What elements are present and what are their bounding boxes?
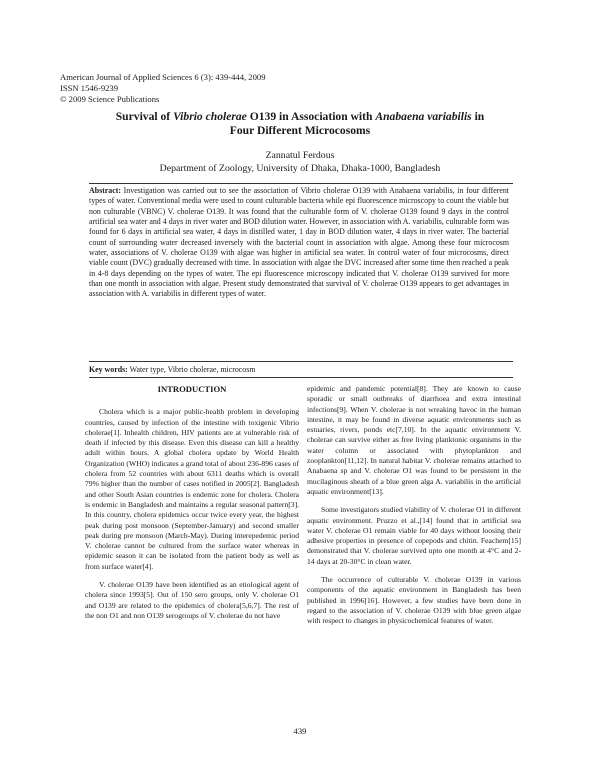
keywords-bottom-rule	[89, 377, 513, 378]
paragraph: The occurrence of culturable V. cholerae O139 in various components of the aquatic environment in Bangladesh has been published in 1996[16]. However, a few studies have been done in regard to the association of V. cholerae O139 with blue green algae with respect to changes in physicochemical features of water.	[307, 575, 521, 626]
abstract-text: Investigation was carried out to see the association of Vibrio cholerae O139 with Anabaena variabilis, in four different types of water. Conventional media were used to count culturable bacteria while epi fluorescence microscopy to count the viable but non culturable (VBNC) V. cholerae O139. It was found that the culturable form of V. cholerae O139 found 9 days in the control artificial sea water and 4 days in river water and BOD dilution water. However, in association with A. variabilis, culturable form was found for 6 days in artificial sea water, 4 days in distilled water, 1 day in BOD dilution water, 4 days in river water. The bacterial count of surrounding water decreased inversely with the bacterial count in association with algae. Among these four microcosm water, associations of V. cholerae O139 with algae was higher in artificial sea water. In control water of four microcosms, direct viable count (DVC) gradually decreased with time. In association with algae the DVC increased after some time then reached a peak in 4-8 days depending on the types of water. The epi fluorescence microscopy indicated that V. cholerae O139 survived for more than one month in association with algae. Present study demonstrated that survival of V. cholerae O139 appears to get advantages in association with A. variabilis in different types of water.	[89, 186, 509, 299]
journal-issn: ISSN 1546-9239	[60, 83, 119, 93]
paragraph: Some investigators studied viability of V. cholerae O1 in different aquatic environment. Pruzzo et al.,[14] found that in artificial sea water V. cholerae O1 remain viable for 40 days without loosing their adhesive properties in presence of copepods and chitin. Feachem[15] demonstrated that V. cholerae survived upto one month at 4°C and 2-14 days at 20-30°C in clean water.	[307, 505, 521, 566]
abstract-divider	[89, 361, 513, 362]
title-part: Survival of	[115, 110, 174, 123]
journal-citation: American Journal of Applied Sciences 6 (3): 439-444, 2009	[60, 72, 266, 82]
section-heading-introduction: INTRODUCTION	[157, 384, 227, 394]
title-part: in	[471, 110, 485, 123]
paragraph: V. cholerae O139 have been identified as an etiological agent of cholera since 1993[5]. Out of 150 sero groups, only V. cholerae O1 and O139 are related to the epidemics of cholera[5,6,7]. The rest of the non O1 and non O139 serogroups of V. cholerae do not have	[85, 580, 299, 620]
author-affiliation: Department of Zoology, University of Dhaka, Dhaka-1000, Bangladesh	[159, 163, 441, 174]
title-part: O139 in Association with	[246, 110, 376, 123]
paragraph: Cholera which is a major public-health problem in developing countries, caused by infection of the intestine with toxigenic Vibrio cholerae[1]. Inhealth children, HIV patients are at vulnerable risk of death if infected by this disease. Even this disease can kill a healthy adult within hours. A global cholera update by World Health Organization (WHO) indicates a grand total of about 236-896 cases of cholera from 52 countries with about 6311 deaths which is overall 79% higher than the number of cases notified in 2005[2]. Bangladesh and other South Asian countries is endemic zone for cholera. Cholera is endemic in Bangladesh and maintains a regular seasonal pattern[3]. In this country, cholera epidemics occur twice every year, the highest peak during post monsoon (September-January) and second smaller peak during pre monsoon (March-May). During interepedemic period V. cholerae cannot be cultured from the surface water whereas in epidemic season it can be isolated from the patient body as well as from surface water[4].	[85, 407, 299, 571]
left-column	[85, 384, 299, 621]
author-name: Zannatul Ferdous	[265, 150, 335, 161]
title-line2: Four Different Microcosoms	[229, 124, 371, 137]
keywords-label: Key words:	[89, 365, 128, 374]
page-number: 439	[293, 726, 307, 736]
right-column	[307, 384, 521, 627]
journal-copyright: © 2009 Science Publications	[60, 94, 160, 104]
keywords-text: Water type, Vibrio cholerae, microcosm	[129, 365, 256, 374]
article-title	[60, 110, 540, 138]
abstract-label: Abstract:	[89, 186, 121, 195]
title-species: Vibrio cholerae	[173, 110, 247, 123]
paragraph: epidemic and pandemic potential[8]. They are known to cause sporadic or small outbreaks of diarrhoea and extra intestinal infections[9]. When V. cholerae is not wreaking havoc in the human intestine, it may be found in diverse aquatic environments such as estuaries, rivers, ponds etc[7,10]. In the aquatic environment V. cholerae can survive either as free living planktonic organisms in the water column or associated with phytoplankton and zooplankton[11,12]. In natural habitat V. cholerae remains attached to Anabaena sp and V. cholerae O1 was found to be persistent in the mucilaginous sheath of a blue green alga A. variabilis in the artificial aquatic environment[13].	[307, 384, 521, 496]
abstract-top-rule	[89, 183, 513, 184]
keywords	[89, 365, 509, 374]
abstract	[89, 186, 509, 300]
journal-meta	[60, 72, 266, 105]
title-species: Anabaena variabilis	[375, 110, 472, 123]
